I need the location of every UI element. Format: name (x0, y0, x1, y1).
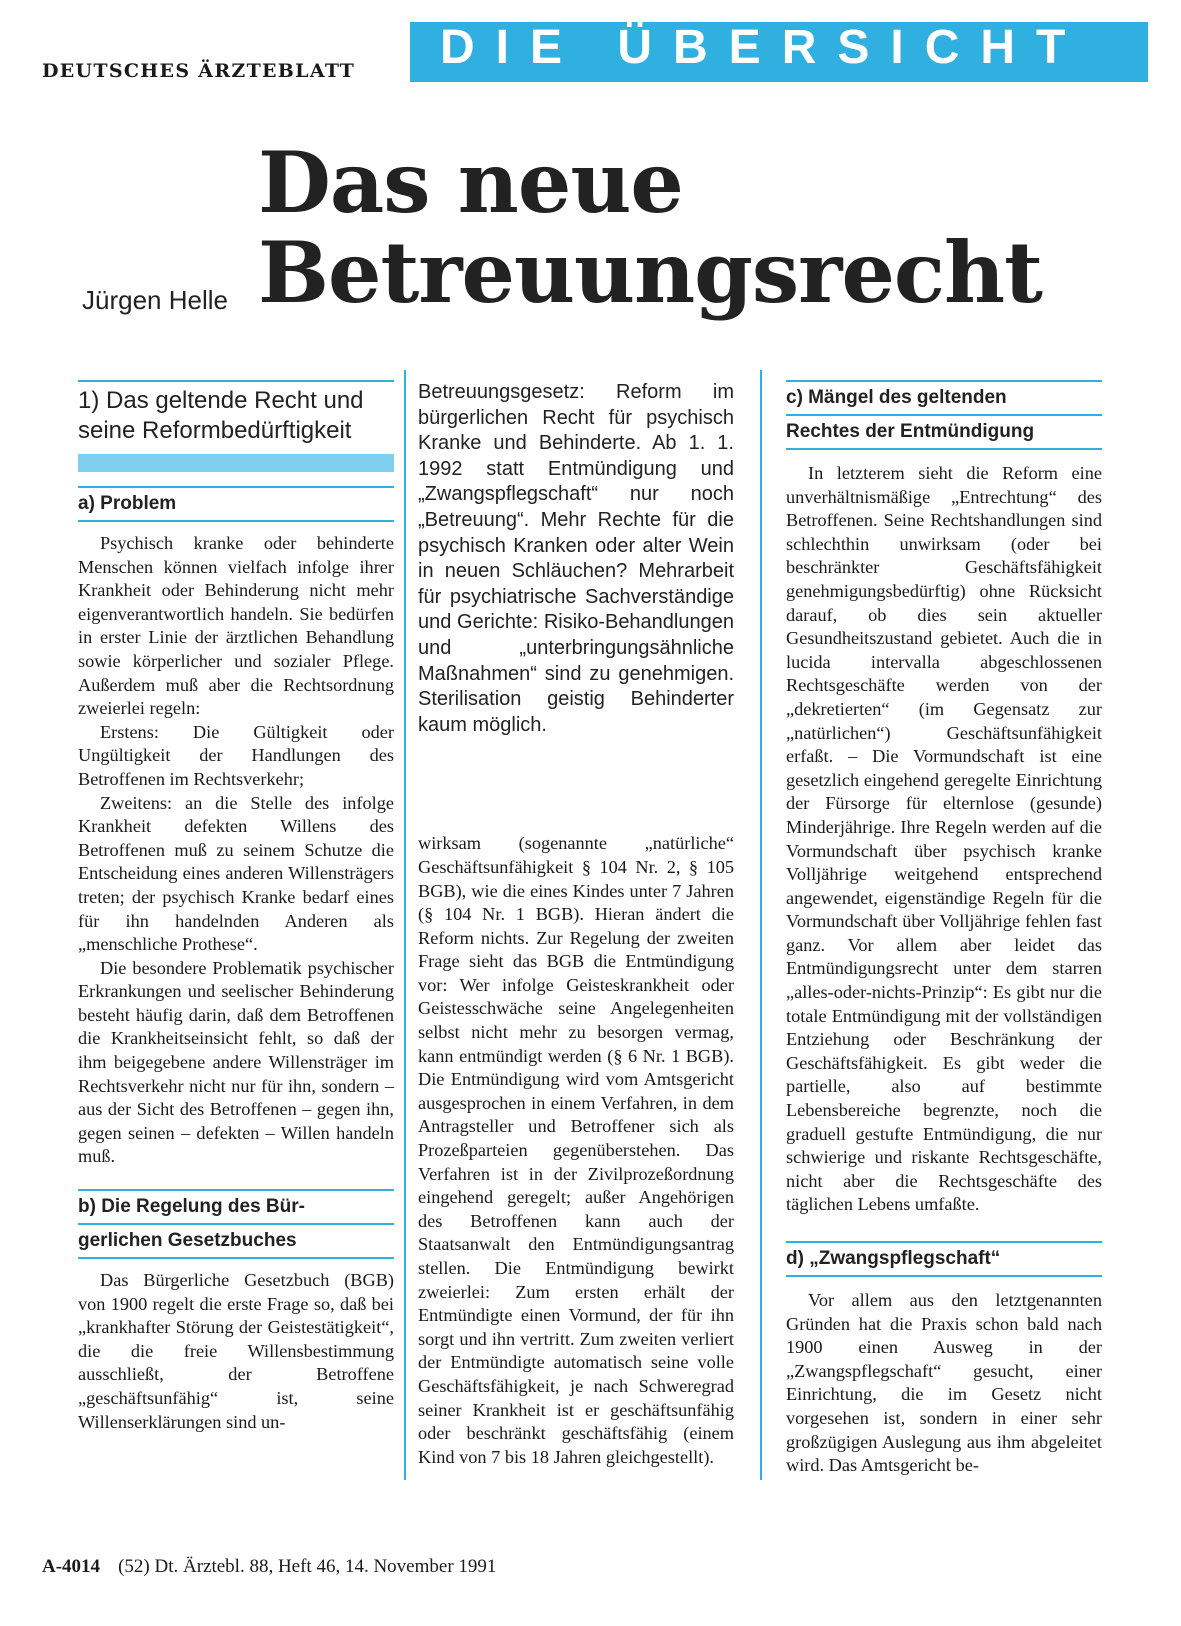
section-heading: 1) Das geltende Recht und seine Reformbedürftigkeit (78, 380, 394, 446)
paragraph: In letzterem sieht die Reform eine unverhältnismäßige „Entrechtung“ des Betroffenen. Seine Rechtshandlungen sind schlechthin unwirksam (oder bei beschränkter Geschäftsfähigkeit genehmigungsbedürftig) ohne Rücksicht darauf, ob dies sein aktueller Gesundheitszustand gebietet. Auch die in lucida intervalla abgeschlossenen Rechtsgeschäfte werden von der „dekretierten“ (im Gegensatz zur „natürlichen“) Geschäftsunfähigkeit erfaßt. – Die Vormundschaft ist eine gesetzlich eingehend geregelte Einrichtung der Fürsorge für elternlose (gesunde) Minderjährige. Ihre Regeln werden auf die Vormundschaft über psychisch kranke Volljährige weitgehend entsprechend angewendet, eigenständige Regeln für die Vormundschaft über Volljährige fehlen fast ganz. Vor allem aber leidet das Entmündigungsrecht unter dem starren „alles-oder-nichts-Prinzip“: Es gibt nur die totale Entmündigung mit der vollständigen Entziehung oder Beschränkung der Geschäftsfähigkeit. Es gibt weder die partielle, also auf bestimmte Lebensbereiche begrenzte, noch die graduell gestufte Entmündigung, die nur schwierige und riskante Rechtsgeschäfte, nicht aber die Rechtsgeschäfte des täglichen Lebens umfaßte. (786, 463, 1102, 1215)
subheading-maengel-line-2: Rechtes der Entmündigung (786, 414, 1102, 450)
paragraph: Die besondere Problematik psychischer Erkrankungen und seelischer Behinderung besteht häufig darin, daß dem Betroffenen die Krankheitseinsicht fehlt, so daß der ihm beigegebene andere Willensträger im Rechtsverkehr nicht nur für ihn, sondern – aus der Sicht des Betroffenen – gegen ihn, gegen seinen – defekten – Willen handeln muß. (78, 957, 394, 1167)
paragraph: Erstens: Die Gültigkeit oder Ungültigkeit der Handlungen des Betroffenen im Rechtsverkehr; (78, 721, 394, 789)
paragraph: Das Bürgerliche Gesetzbuch (BGB) von 1900 regelt die erste Frage so, daß bei „krankhafter Störung der Geistestätigkeit“, die die freie Willensbestimmung ausschließt, der Betroffene „geschäftsunfähig“ ist, seine Willenserklärungen sind un- (78, 1270, 394, 1432)
paragraph: Zweitens: an die Stelle des infolge Krankheit defekten Willens des Betroffenen muß zu seinem Schutze die Entscheidung eines anderen Willensträgers treten; der psychisch Kranke bedarf eines für ihn handelnden Anderen als „menschliche Prothese“. (78, 792, 394, 955)
subheading-bgb-line-1: b) Die Regelung des Bür- (78, 1189, 394, 1223)
paragraph: Psychisch kranke oder behinderte Menschen können vielfach infolge ihrer Krankheit oder Behinderung nicht mehr eigenverantwortlich handeln. Sie bedürfen in erster Linie der ärztlichen Behandlung sowie körperlicher und sozialer Pflege. Außerdem muß aber die Rechtsordnung zweierlei regeln: (78, 533, 394, 719)
column-2 (418, 380, 734, 1469)
title-line-1: Das neue (258, 133, 683, 232)
citation: (52) Dt. Ärztebl. 88, Heft 46, 14. November 1991 (118, 1556, 497, 1577)
paragraph: Vor allem aus den letztgenannten Gründen hat die Praxis schon bald nach 1900 einen Ausweg in der „Zwangspflegschaft“ gesucht, einer Einrichtung, die im Gesetz nicht vorgesehen ist, sondern in einer sehr großzügigen Auslegung aus ihm abgeleitet wird. Das Amtsgericht be- (786, 1290, 1102, 1476)
subheading-bgb-line-2: gerlichen Gesetzbuches (78, 1223, 394, 1259)
article-summary: Betreuungsgesetz: Reform im bürgerlichen Recht für psychisch Kranke und Behinderte. Ab 1. 1. 1992 statt Entmündigung und „Zwangspflegschaft“ nur noch „Betreuung“. Mehr Rechte für die psychisch Kranken oder alter Wein in neuen Schläuchen? Mehrarbeit für psychiatrische Sachverständige und Gerichte: Risiko-Behandlungen und „unterbringungsähnliche Maßnahmen“ sind zu genehmigen. Sterilisation geistig Behinderter kaum möglich. (418, 381, 734, 736)
page-number: A-4014 (42, 1556, 101, 1577)
rubric-label: DIE ÜBERSICHT (440, 21, 1087, 74)
column-rule-1 (404, 370, 406, 1480)
column-3 (786, 380, 1102, 1478)
section-heading-bar (78, 454, 394, 472)
article-title (258, 133, 1042, 322)
journal-name: DEUTSCHES ÄRZTEBLATT (42, 60, 356, 82)
page-footer (42, 1556, 496, 1578)
subheading-bgb (78, 1189, 394, 1259)
column-1 (78, 380, 394, 1434)
paragraph: wirksam (sogenannte „natürliche“ Geschäftsunfähigkeit § 104 Nr. 2, § 105 BGB), wie die eines Kindes unter 7 Jahren (§ 104 Nr. 1 BGB). Hieran ändert die Reform nichts. Zur Regelung der zweiten Frage sieht das BGB die Entmündigung vor: Wer infolge Geisteskrankheit oder Geistesschwäche seine Angelegenheiten selbst nicht mehr zu besorgen vermag, kann entmündigt werden (§ 6 Nr. 1 BGB). Die Entmündigung wird vom Amtsgericht ausgesprochen in einem Verfahren, in dem Antragsteller und Betroffener sich als Prozeßparteien gegenüberstehen. Das Verfahren ist in der Zivilprozeßordnung eingehend geregelt; außer Angehörigen des Betroffenen kann auch der Staatsanwalt den Entmündigungsantrag stellen. Die Entmündigung bewirkt zweierlei: Zum ersten erhält der Entmündigte einen Vormund, der für ihn sorgt und ihn vertritt. Zum zweiten verliert der Entmündigte automatisch seine volle Geschäftsfähigkeit, je nach Schweregrad seiner Krankheit ist er geschäftsunfähig oder beschränkt geschäftsfähig (einem Kind von 7 bis 18 Jahren gleichgestellt). (418, 833, 734, 1467)
subheading-maengel (786, 380, 1102, 450)
subheading-problem (78, 486, 394, 522)
subheading-problem-text: a) Problem (78, 486, 394, 522)
column-rule-2 (760, 370, 762, 1480)
subheading-maengel-line-1: c) Mängel des geltenden (786, 380, 1102, 414)
title-line-2: Betreuungsrecht (258, 223, 1042, 322)
author-name: Jürgen Helle (82, 285, 228, 315)
subheading-zwangspflegschaft-text: d) „Zwangspflegschaft“ (786, 1241, 1102, 1277)
subheading-zwangspflegschaft (786, 1241, 1102, 1277)
